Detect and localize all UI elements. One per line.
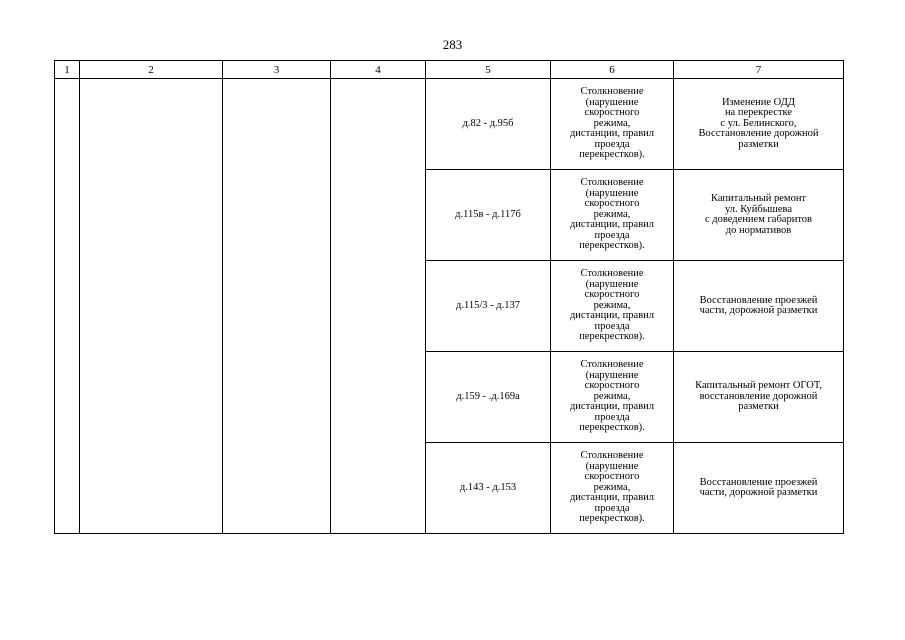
collision-cell: Столкновение (нарушение скоростного режима, дистанции, правил проезда перекрестков). (551, 352, 674, 443)
measure-cell: Капитальный ремонт ОГОТ, восстановление дорожной разметки (674, 352, 844, 443)
collision-cell: Столкновение (нарушение скоростного режима, дистанции, правил проезда перекрестков). (551, 79, 674, 170)
column-2-cell (80, 79, 223, 534)
collision-cell: Столкновение (нарушение скоростного режима, дистанции, правил проезда перекрестков). (551, 170, 674, 261)
column-header: 6 (551, 61, 674, 79)
segment-cell: д.159 - .д.169а (426, 352, 551, 443)
table-header-row (55, 61, 844, 79)
column-4-cell (331, 79, 426, 534)
table-row (55, 79, 844, 170)
measure-cell: Восстановление проезжей части, дорожной разметки (674, 261, 844, 352)
measure-cell: Восстановление проезжей части, дорожной разметки (674, 443, 844, 534)
measure-cell: Изменение ОДД на перекрестке с ул. Белинского, Восстановление дорожной разметки (674, 79, 844, 170)
column-header: 7 (674, 61, 844, 79)
column-header: 1 (55, 61, 80, 79)
segment-cell: д.82 - д.95б (426, 79, 551, 170)
data-table (54, 60, 844, 534)
page-number: 283 (442, 37, 463, 52)
column-header: 2 (80, 61, 223, 79)
segment-cell: д.143 - д.153 (426, 443, 551, 534)
collision-cell: Столкновение (нарушение скоростного режима, дистанции, правил проезда перекрестков). (551, 261, 674, 352)
column-1-cell (55, 79, 80, 534)
segment-cell: д.115/3 - д.137 (426, 261, 551, 352)
column-header: 5 (426, 61, 551, 79)
segment-cell: д.115в - д.117б (426, 170, 551, 261)
column-header: 4 (331, 61, 426, 79)
column-header: 3 (223, 61, 331, 79)
column-3-cell (223, 79, 331, 534)
collision-cell: Столкновение (нарушение скоростного режима, дистанции, правил проезда перекрестков). (551, 443, 674, 534)
measure-cell: Капитальный ремонт ул. Куйбышева с доведением габаритов до нормативов (674, 170, 844, 261)
